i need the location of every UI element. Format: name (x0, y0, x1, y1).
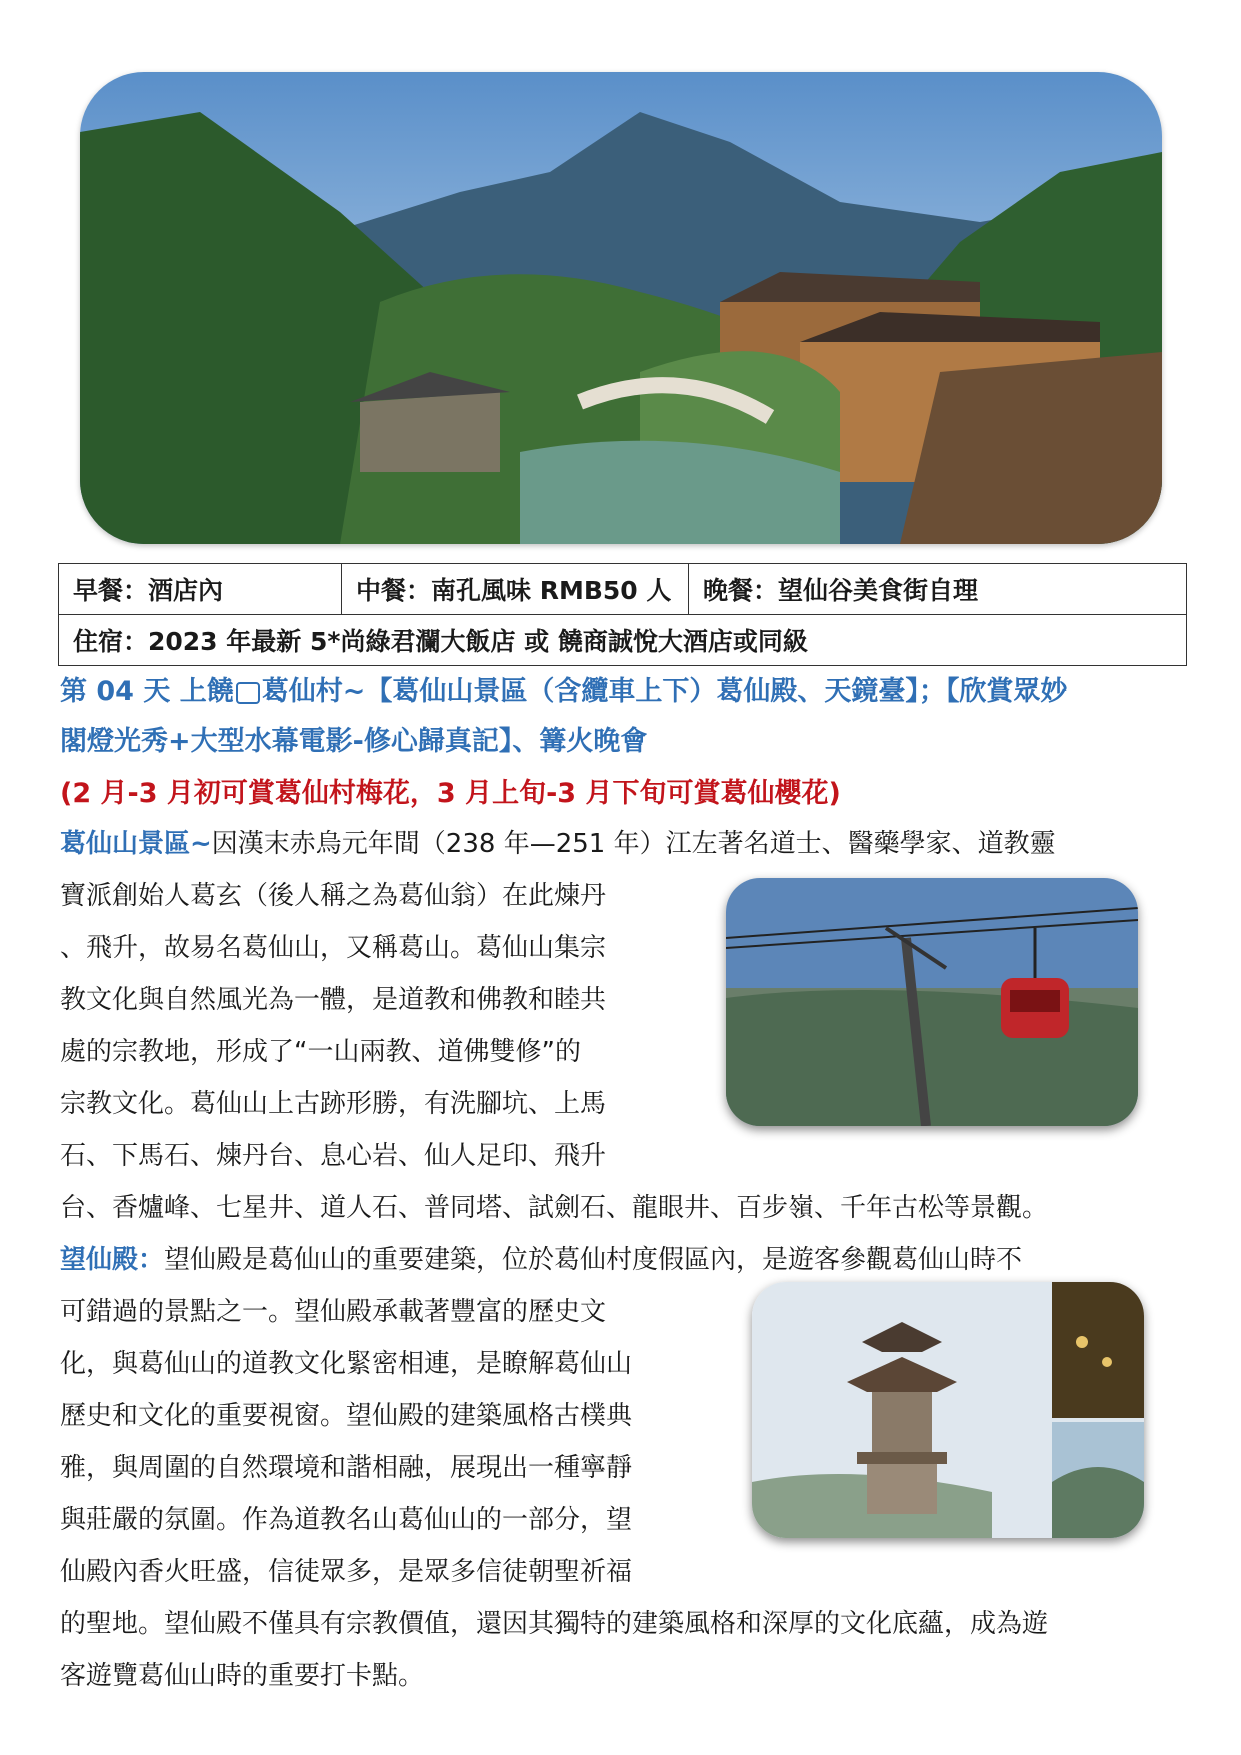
section2-line-0: 望仙殿：望仙殿是葛仙山的重要建築，位於葛仙村度假區內，是遊客參觀葛仙山時不 (60, 1245, 1023, 1275)
section1-line-7: 台、香爐峰、七星井、道人石、普同塔、試劍石、龍眼井、百步嶺、千年古松等景觀。 (60, 1193, 1049, 1223)
section2-line-7: 的聖地。望仙殿不僅具有宗教價值，還因其獨特的建築風格和深厚的文化底蘊，成為遊 (60, 1609, 1049, 1639)
section2-line-4: 雅，與周圍的自然環境和諧相融，展現出一種寧靜 (60, 1453, 633, 1483)
section1-line-2: 、飛升，故易名葛仙山，又稱葛山。葛仙山集宗 (60, 933, 607, 963)
section1-heading: 葛仙山景區~ (60, 829, 212, 859)
dinner-cell: 晚餐：望仙谷美食街自理 (689, 564, 1187, 615)
section2-line-1: 可錯過的景點之一。望仙殿承載著豐富的歷史文 (60, 1297, 607, 1327)
section1-line-5: 宗教文化。葛仙山上古跡形勝，有洗腳坑、上馬 (60, 1089, 607, 1119)
day-title-line1 (60, 676, 1067, 708)
cable-car-photo (726, 878, 1138, 1126)
lodging-row (59, 615, 1187, 666)
day-title-line2: 閣燈光秀+大型水幕電影-修心歸真記】、篝火晚會 (60, 726, 648, 757)
pavilion-photo (752, 1282, 1144, 1538)
lunch-cell: 中餐：南孔風味 RMB50 人 (342, 564, 689, 615)
section2-heading: 望仙殿： (60, 1245, 165, 1275)
section2-line-3: 歷史和文化的重要視窗。望仙殿的建築風格古樸典 (60, 1401, 633, 1431)
meals-table (58, 563, 1187, 666)
section2-line-8: 客遊覽葛仙山時的重要打卡點。 (60, 1661, 425, 1691)
section1-line-3: 教文化與自然風光為一體，是道教和佛教和睦共 (60, 985, 607, 1015)
hero-photo-village (80, 72, 1162, 544)
section2-line-5: 與莊嚴的氛圍。作為道教名山葛仙山的一部分，望 (60, 1505, 633, 1535)
section1-line-0: 葛仙山景區~因漢末赤烏元年間（238 年—251 年）江左著名道士、醫藥學家、道教靈 (60, 829, 1056, 859)
breakfast-cell: 早餐：酒店內 (59, 564, 342, 615)
day-title-part2: 葛仙村~【葛仙山景區（含纜車上下）葛仙殿、天鏡臺】；【欣賞眾妙 (261, 676, 1068, 707)
season-note: (2 月-3 月初可賞葛仙村梅花，3 月上旬-3 月下旬可賞葛仙櫻花) (60, 778, 841, 809)
bus-icon (236, 682, 260, 704)
section1-line-4: 處的宗教地，形成了“一山兩教、道佛雙修”的 (60, 1037, 581, 1067)
day-title-part1: 第 04 天 上饒 (60, 676, 234, 707)
section2-line-6: 仙殿內香火旺盛，信徒眾多，是眾多信徒朝聖祈福 (60, 1557, 633, 1587)
meals-row (59, 564, 1187, 615)
lodging-cell: 住宿：2023 年最新 5*尚綠君瀾大飯店 或 饒商誠悅大酒店或同級 (59, 615, 1187, 666)
section2-line-2: 化，與葛仙山的道教文化緊密相連，是瞭解葛仙山 (60, 1349, 633, 1379)
section1-line-6: 石、下馬石、煉丹台、息心岩、仙人足印、飛升 (60, 1141, 607, 1171)
section1-line-1: 寶派創始人葛玄（後人稱之為葛仙翁）在此煉丹 (60, 881, 607, 911)
